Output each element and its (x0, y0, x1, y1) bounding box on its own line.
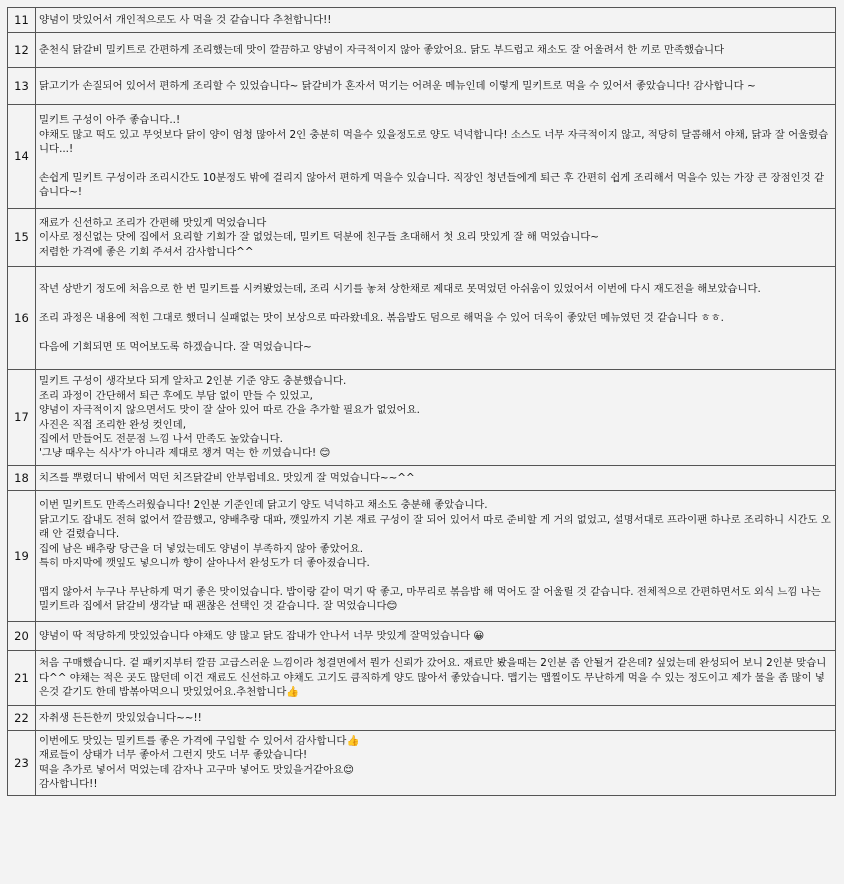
review-line: 이번 밀키트도 만족스러웠습니다! 2인분 기준인데 닭고기 양도 넉넉하고 채소도 충분해 좋았습니다. (39, 499, 488, 512)
review-line: 떡을 추가로 넣어서 먹었는데 감자나 고구마 넣어도 맛있을거같아요😊 (39, 763, 354, 776)
row-number: 13 (8, 68, 36, 105)
row-number: 21 (8, 651, 36, 706)
review-text (36, 491, 836, 622)
review-line: 감사합니다!! (39, 778, 98, 791)
review-line: 재료가 신선하고 조리가 간편해 맛있게 먹었습니다 (39, 216, 267, 229)
table-row (8, 731, 836, 796)
review-line: 이사로 정신없는 닷에 집에서 요리할 기회가 잘 없었는데, 밀키트 덕분에 친구들 초대해서 첫 요리 맛있게 잘 해 먹었습니다~ (39, 231, 599, 244)
blank-line (39, 570, 831, 584)
review-text (36, 731, 836, 796)
review-line: 밀키트 구성이 생각보다 되게 알차고 2인분 기준 양도 충분했습니다. (39, 375, 347, 388)
review-line: 닭고기도 잡내도 전혀 없어서 깔끔했고, 양배추랑 대파, 깻잎까지 기본 재료 구성이 잘 되어 있어서 따로 준비할 게 거의 없었고, 설명서대로 프라이팬 하나로 조리하니 시간도 오래 안 걸렸습니다. (39, 513, 831, 541)
table-row (8, 706, 836, 731)
review-line: 양념이 딱 적당하게 맛있었습니다 야채도 양 많고 닭도 잡내가 안나서 너무 맛있게 잘먹었습니다 😀 (39, 629, 485, 642)
review-line: 야채도 많고 떡도 있고 무엇보다 닭이 양이 엄청 많아서 2인 충분히 먹을수 있을정도로 양도 넉넉합니다! 소스도 너무 자극적이지 않고, 적당히 달콤해서 야채, 닭과 잘 어울렸습니다...! (39, 128, 829, 156)
row-number: 19 (8, 491, 36, 622)
review-line: 양념이 맛있어서 개인적으로도 사 먹을 것 같습니다 추천합니다!! (39, 13, 332, 26)
row-number: 14 (8, 105, 36, 209)
row-number: 11 (8, 8, 36, 33)
review-text (36, 622, 836, 651)
review-line: 닭고기가 손질되어 있어서 편하게 조리할 수 있었습니다~ 닭갈비가 혼자서 먹기는 어려운 메뉴인데 이렇게 밀키트로 먹을 수 있어서 좋았습니다! 감사합니다 ~ (39, 79, 756, 92)
row-number: 17 (8, 370, 36, 466)
row-number: 18 (8, 466, 36, 491)
review-line: 집에 남은 배추랑 당근을 더 넣었는데도 양념이 부족하지 않아 좋았어요. (39, 542, 364, 555)
table-row (8, 8, 836, 33)
row-number: 22 (8, 706, 36, 731)
review-line: 양념이 자극적이지 않으면서도 맛이 잘 살아 있어 따로 간을 추가할 필요가 없었어요. (39, 404, 420, 417)
review-line: 춘천식 닭갈비 밀키트로 간편하게 조리했는데 맛이 깔끔하고 양념이 자극적이지 않아 좋았어요. 닭도 부드럽고 채소도 잘 어울려서 한 끼로 만족했습니다 (39, 43, 725, 56)
review-text (36, 466, 836, 491)
table-row (8, 651, 836, 706)
review-text (36, 33, 836, 68)
row-number: 12 (8, 33, 36, 68)
review-text (36, 209, 836, 267)
review-table (7, 7, 836, 796)
review-line: 밀키트 구성이 아주 좋습니다..! (39, 114, 181, 127)
review-line: 손쉽게 밀키트 구성이라 조리시간도 10분정도 밖에 걸리지 않아서 편하게 먹을수 있습니다. 직장인 청년들에게 퇴근 후 간편히 쉽게 조리해서 먹을수 있는 가장 큰 장점인것 같습니다~! (39, 171, 825, 199)
review-line: 처음 구매했습니다. 겉 패키지부터 깔끔 고급스러운 느낌이라 청결면에서 뭔가 신뢰가 갔어요. 재료만 봤을때는 2인분 좀 안될거 같은데? 싶었는데 완성되어 보니 2인분 맞습니다^^ 야채는 적은 곳도 많던데 이건 재료도 신선하고 야채도 고기도 큼직하게 양도 많아서 좋았습니다. 맵기는 맵찔이도 무난하게 먹을 수 있는 정도이고 제가 물을 좀 많이 넣은것 같기도 한데 밥볶아먹으니 맛있었어요.추천합니다👍 (39, 657, 827, 699)
review-text (36, 8, 836, 33)
review-line: 조리 과정은 내용에 적힌 그대로 했더니 실패없는 맛이 보상으로 따라왔네요. 볶음밥도 덤으로 해먹을 수 있어 더욱이 좋았던 메뉴였던 것 같습니다 ㅎㅎ. (39, 311, 724, 324)
review-line: '그냥 때우는 식사'가 아니라 제대로 챙겨 먹는 한 끼였습니다! 😊 (39, 447, 331, 460)
review-text (36, 68, 836, 105)
blank-line (39, 325, 831, 339)
review-line: 자취생 든든한끼 맛있었습니다~~!! (39, 711, 202, 724)
review-line: 다음에 기회되면 또 먹어보도록 하겠습니다. 잘 먹었습니다~ (39, 340, 312, 353)
table-row (8, 622, 836, 651)
review-line: 저렴한 가격에 좋은 기회 주셔서 감사합니다^^ (39, 245, 254, 258)
review-text (36, 651, 836, 706)
review-text (36, 267, 836, 370)
table-row (8, 491, 836, 622)
review-line: 집에서 만들어도 전문점 느낌 나서 만족도 높았습니다. (39, 432, 283, 445)
review-text (36, 370, 836, 466)
table-row (8, 267, 836, 370)
review-line: 치즈를 뿌렸더니 밖에서 먹던 치즈닭갈비 안부럽네요. 맛있게 잘 먹었습니다~~^^ (39, 471, 415, 484)
review-text (36, 706, 836, 731)
review-text (36, 105, 836, 209)
review-line: 이번에도 맛있는 밀키트를 좋은 가격에 구입할 수 있어서 감사합니다👍 (39, 735, 360, 747)
table-row (8, 68, 836, 105)
review-line: 작년 상반기 정도에 처음으로 한 번 밀키트를 시켜봤었는데, 조리 시기를 놓쳐 상한채로 제대로 못먹었던 아쉬움이 있었어서 이번에 다시 재도전을 해보았습니다. (39, 283, 761, 295)
row-number: 15 (8, 209, 36, 267)
review-line: 맵지 않아서 누구나 무난하게 먹기 좋은 맛이었습니다. 밥이랑 같이 먹기 딱 좋고, 마무리로 볶음밥 해 먹어도 잘 어울릴 것 같습니다. 전체적으로 간편하면서도 외식 느낌 나는 밀키트라 집에서 닭갈비 생각날 때 괜찮은 선택인 것 같습니다. 잘 먹었습니다😊 (39, 585, 821, 613)
row-number: 16 (8, 267, 36, 370)
review-line: 재료들이 상태가 너무 좋아서 그런지 맛도 너무 좋았습니다! (39, 749, 308, 762)
blank-line (39, 157, 831, 171)
table-row (8, 33, 836, 68)
review-table-body (8, 8, 836, 796)
table-row (8, 466, 836, 491)
table-row (8, 209, 836, 267)
row-number: 20 (8, 622, 36, 651)
table-row (8, 105, 836, 209)
review-line: 조리 과정이 간단해서 퇴근 후에도 부담 없이 만들 수 있었고, (39, 389, 313, 402)
table-row (8, 370, 836, 466)
blank-line (39, 296, 831, 310)
row-number: 23 (8, 731, 36, 796)
review-line: 사진은 직접 조리한 완성 컷인데, (39, 418, 186, 431)
review-line: 특히 마지막에 깻잎도 넣으니까 향이 살아나서 완성도가 더 좋아졌습니다. (39, 557, 370, 569)
